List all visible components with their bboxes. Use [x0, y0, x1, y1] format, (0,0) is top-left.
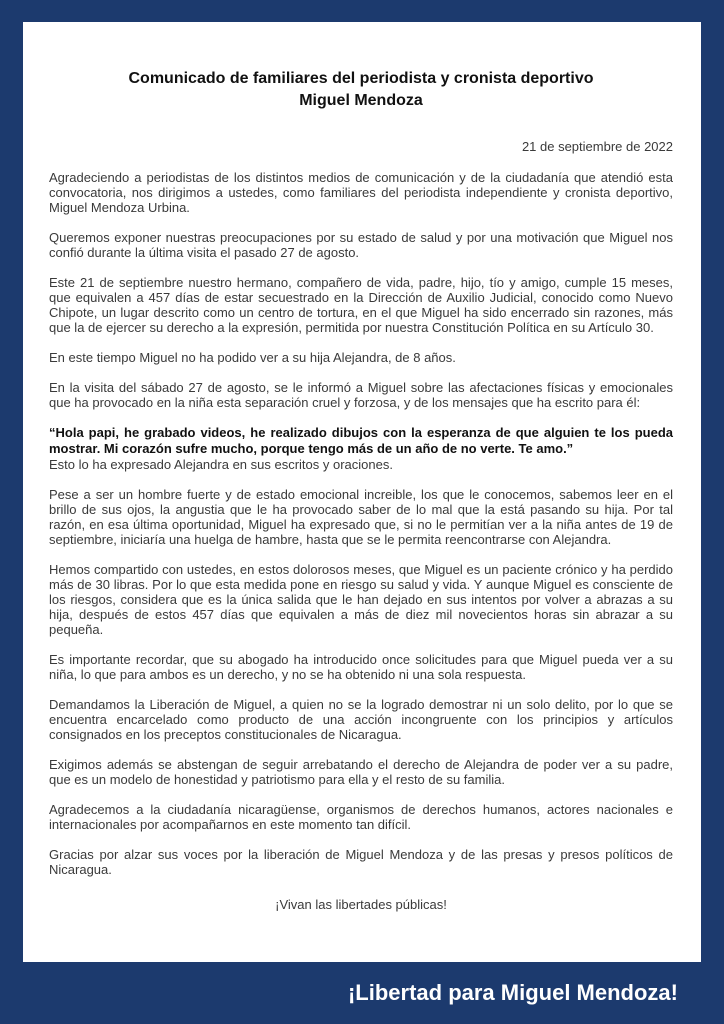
paragraph-4: En este tiempo Miguel no ha podido ver a su hija Alejandra, de 8 años. — [49, 350, 456, 365]
document-title — [49, 68, 673, 112]
paragraph-8: Es importante recordar, que su abogado ha introducido once solicitudes para que Miguel pueda ver a su niña, lo que para ambos es un derecho, y no se ha obtenido ni una sola respuesta. — [49, 652, 673, 682]
closing-line: ¡Vivan las libertades públicas! — [275, 897, 447, 912]
paragraph-1: Agradeciendo a periodistas de los distintos medios de comunicación y de la ciudadanía que atendió esta convocatoria, nos dirigimos a ustedes, como familiares del periodista independiente y cronista deportivo, Miguel Mendoza Urbina. — [49, 170, 673, 215]
quote-attribution: Esto lo ha expresado Alejandra en sus escritos y oraciones. — [49, 457, 393, 472]
paragraph-6: Pese a ser un hombre fuerte y de estado emocional increible, los que le conocemos, sabemos leer en el brillo de sus ojos, la angustia que le ha provocado saber de lo mal que la está pasando su hija. Por tal razón, en esa última oportunidad, Miguel ha expresado que, si no le permitían ver a la niña antes de 19 de septiembre, iniciaría una huelga de hambre, hasta que se le permita reencontrarse con Alejandra. — [49, 487, 673, 547]
document-date: 21 de septiembre de 2022 — [521, 139, 673, 154]
paragraph-2: Queremos exponer nuestras preocupaciones por su estado de salud y por una motivación que Miguel nos confió durante la última visita el pasado 27 de agosto. — [49, 230, 673, 260]
paragraph-7: Hemos compartido con ustedes, en estos dolorosos meses, que Miguel es un paciente crónico y ha perdido más de 30 libras. Por lo que esta medida pone en riesgo su salud y vida. Y aunque Miguel es consciente de los riesgos, considera que es la única salida que le han dejado en sus intentos por volver a abrazas a su hija, después de estos 457 días que equivalen a más de diez mil novecientos horas sin abrazar a su pequeña. — [49, 562, 673, 637]
footer-slogan: ¡Libertad para Miguel Mendoza! — [347, 980, 678, 1005]
paragraph-11: Agradecemos a la ciudadanía nicaragüense, organismos de derechos humanos, actores nacionales e internacionales por acompañarnos en este momento tan difícil. — [49, 802, 673, 832]
paragraph-12: Gracias por alzar sus voces por la liberación de Miguel Mendoza y de las presas y presos políticos de Nicaragua. — [49, 847, 673, 877]
title-line-2: Miguel Mendoza — [299, 92, 423, 109]
paragraph-10: Exigimos además se abstengan de seguir arrebatando el derecho de Alejandra de poder ver a su padre, que es un modelo de honestidad y patriotismo para ella y el resto de su familia. — [49, 757, 673, 787]
paragraph-9: Demandamos la Liberación de Miguel, a quien no se la logrado demostrar ni un solo delito, por lo que se encuentra encarcelado como producto de una acción incongruente con los principios y artículos consignados en los preceptos constitucionales de Nicaragua. — [49, 697, 673, 742]
paragraph-3: Este 21 de septiembre nuestro hermano, compañero de vida, padre, hijo, tío y amigo, cumple 15 meses, que equivalen a 457 días de estar secuestrado en la Dirección de Auxilio Judicial, conocido como Nuevo Chipote, un lugar descrito como un centro de tortura, en el que Miguel ha sido encerrado sin razones, más que la de ejercer su derecho a la expresión, permitida por nuestra Constitución Política en su Artículo 30. — [49, 275, 673, 335]
daughter-quote: “Hola papi, he grabado videos, he realizado dibujos con la esperanza de que alguien te los pueda mostrar. Mi corazón sufre mucho, porque tengo más de un año de no verte. Te amo.” — [49, 425, 673, 456]
paragraph-5: En la visita del sábado 27 de agosto, se le informó a Miguel sobre las afectaciones físicas y emocionales que ha provocado en la niña esta separación cruel y forzosa, y de los mensajes que ha escrito para él: — [49, 380, 673, 410]
document-page — [23, 22, 701, 962]
title-line-1: Comunicado de familiares del periodista y cronista deportivo — [128, 70, 594, 87]
